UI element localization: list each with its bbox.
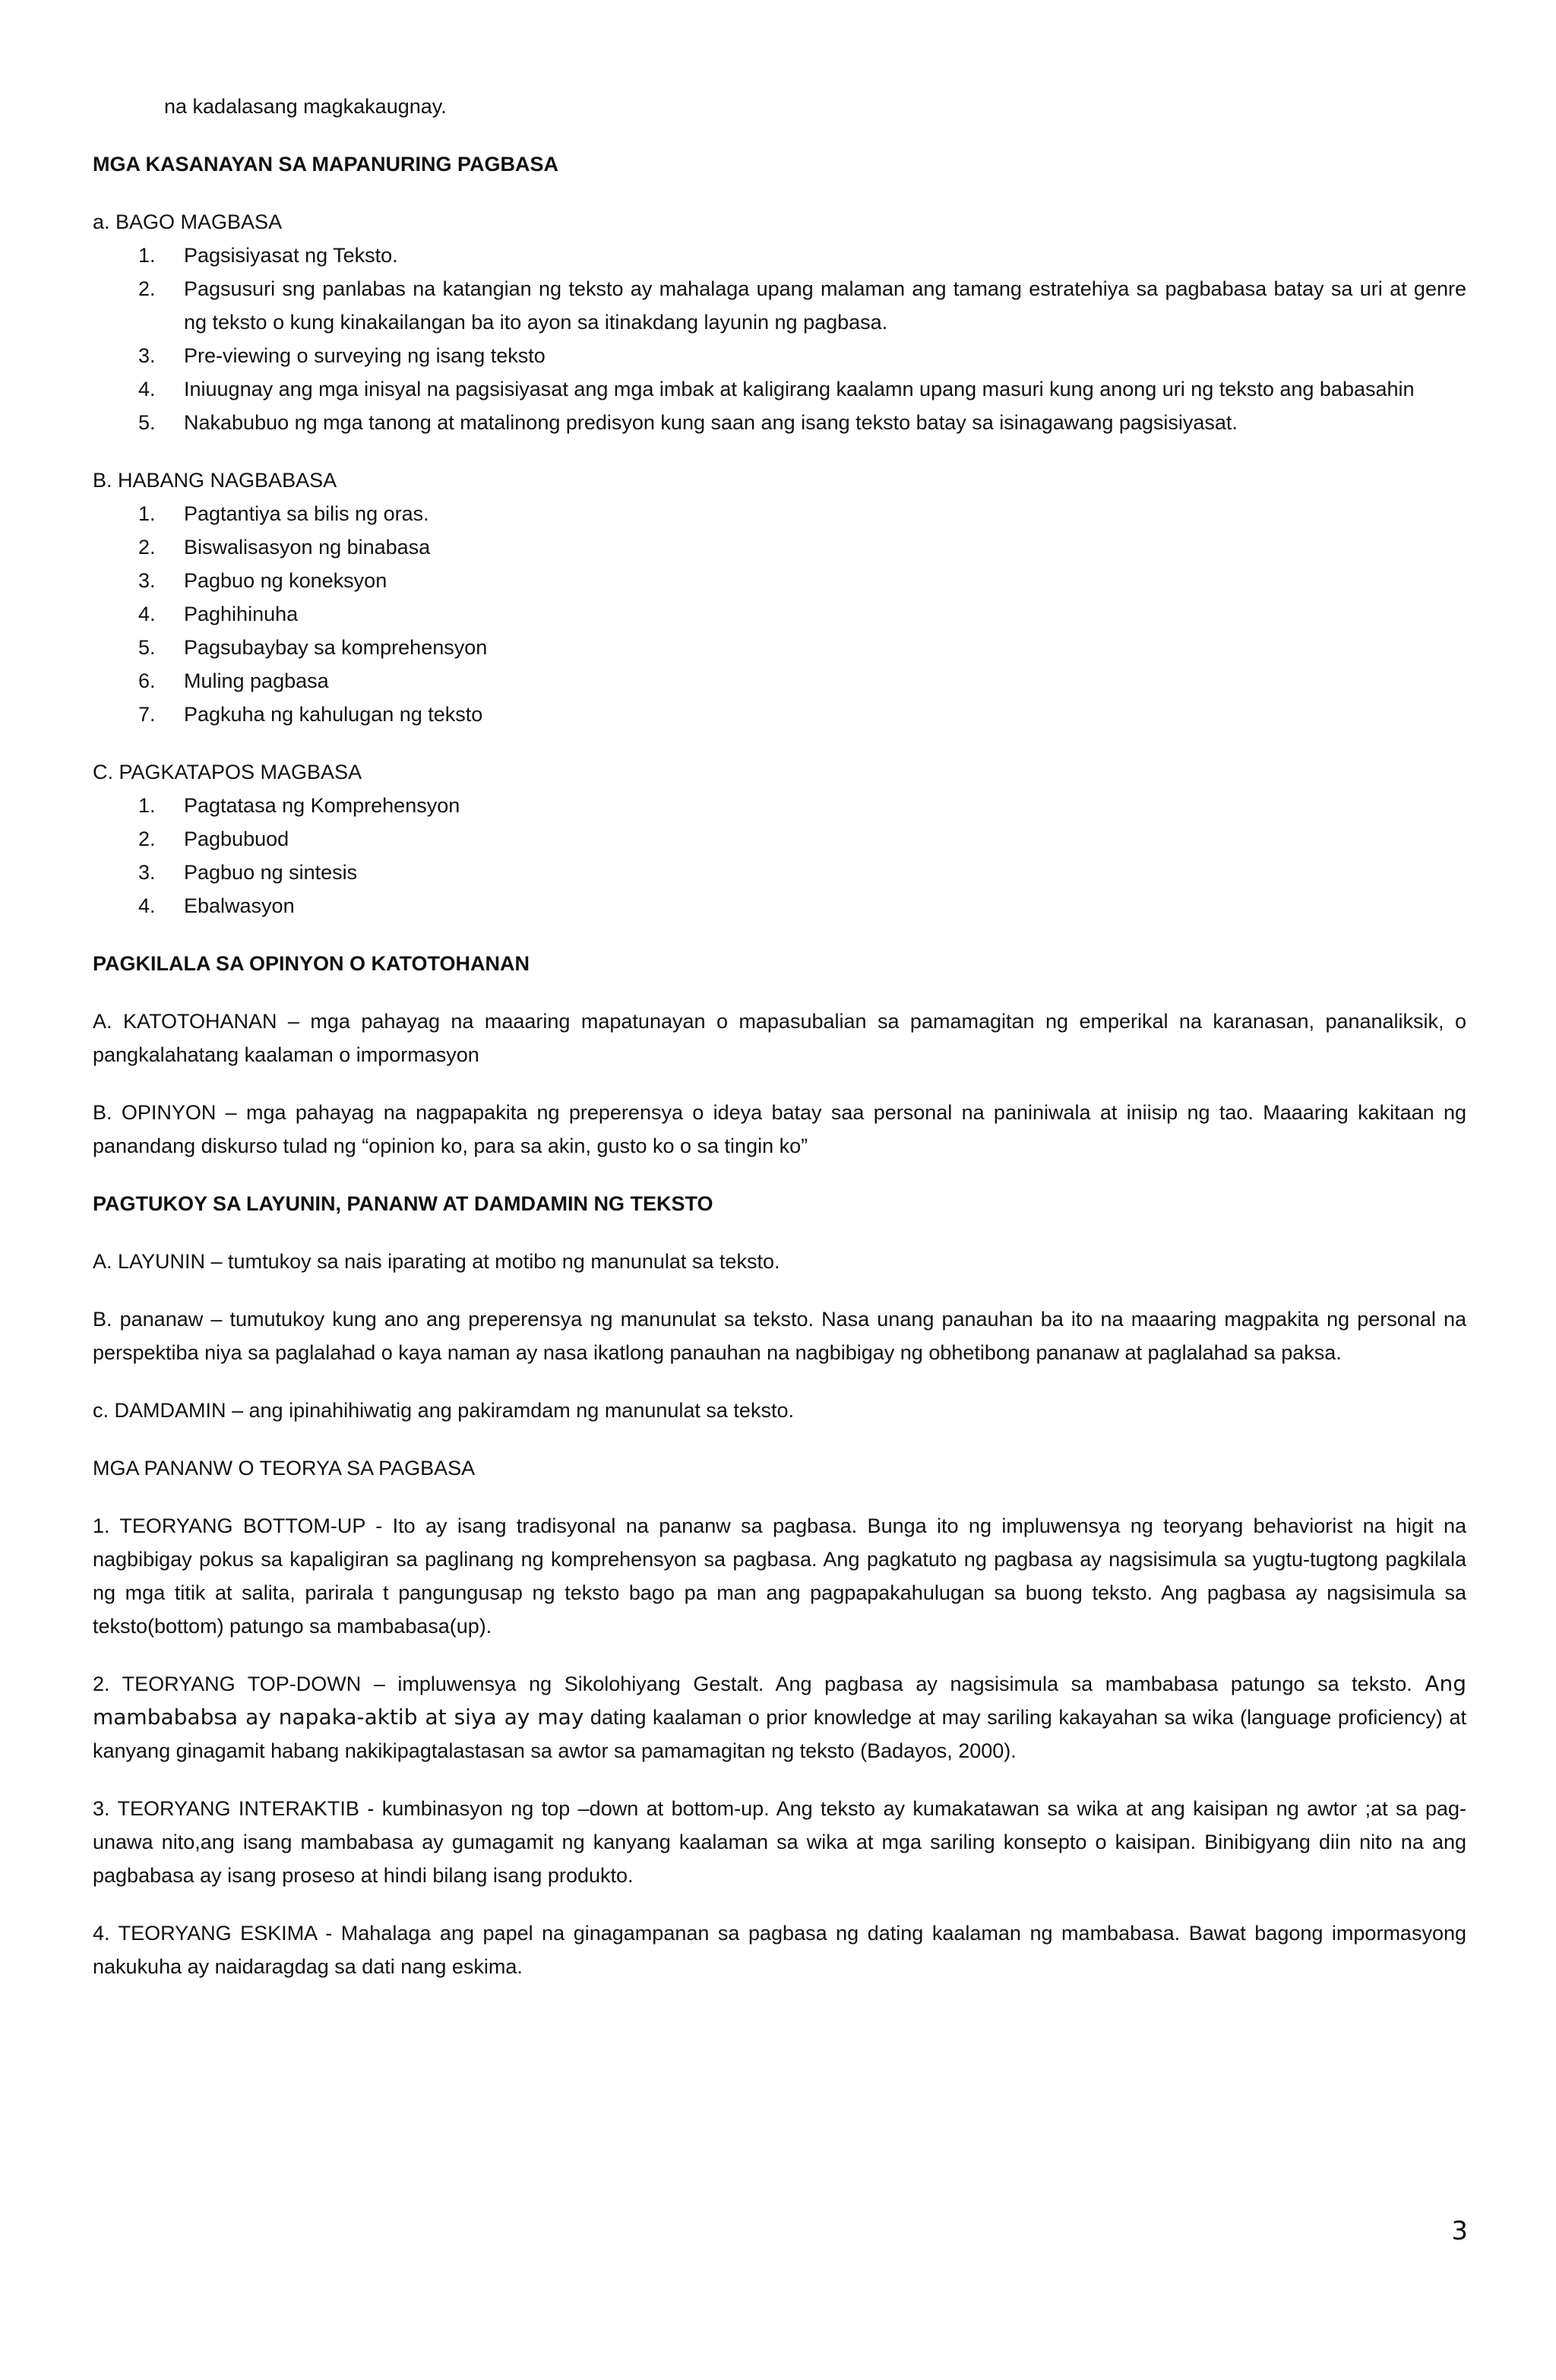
list-item: 4. Iniuugnay ang mga inisyal na pagsisiyasat ang mga imbak at kaligirang kaalamn upang masuri kung anong uri ng teksto ang babasahin (138, 378, 1415, 400)
subheading-pagkatapos-magbasa: C. PAGKATAPOS MAGBASA (93, 761, 362, 783)
section-title-layunin-pananaw: PAGTUKOY SA LAYUNIN, PANANW AT DAMDAMIN NG TEKSTO (93, 1192, 713, 1215)
paragraph-teoryang-eskima: 4. TEORYANG ESKIMA - Mahalaga ang papel na ginagampanan sa pagbasa ng dating kaalaman ng mambabasa. Bawat bagong impormasyong nakukuha ay naidaragdag sa dati nang eskima. (93, 1922, 1466, 1978)
section-title-opinyon-katotohanan: PAGKILALA SA OPINYON O KATOTOHANAN (93, 952, 530, 975)
list-item: 2. Biswalisasyon ng binabasa (138, 536, 431, 559)
list-item: 1. Pagtatasa ng Komprehensyon (138, 794, 460, 817)
list-item: 4. Paghihinuha (138, 603, 299, 625)
paragraph-teoryang-bottom-up: 1. TEORYANG BOTTOM-UP - Ito ay isang tradisyonal na pananw sa pagbasa. Bunga ito ng impluwensya ng teoryang behaviorist na higit na nagbibigay pokus sa kapaligiran sa paglinang ng komprehensyon sa pagbasa. Ang pagkatuto ng pagbasa ay nagsisimula sa yugtu-tugtong pagkilala ng mga titik at salita, parirala t pangungusap ng teksto bago pa man ang pagpapakahulugan sa buong teksto. Ang pagbasa ay nagsisimula sa teksto(bottom) patungo sa mambabasa(up). (93, 1514, 1466, 1638)
list-item: 5. Pagsubaybay sa komprehensyon (138, 636, 488, 659)
list-habang-nagbabasa (93, 497, 1466, 731)
paragraph-pananaw: B. pananaw – tumutukoy kung ano ang preperensya ng manunulat sa teksto. Nasa unang panauhan ba ito na maaaring magpakita ng personal na perspektiba niya sa paglalahad o kaya naman ay nasa ikatlong panauhan na nagbibigay ng obhetibong pananaw at paglalahad sa paksa. (93, 1308, 1466, 1364)
top-down-text-b: Ang mambababsa ay napaka-aktib at siya ay may (93, 1671, 1466, 1730)
list-item: 6. Muling pagbasa (138, 669, 329, 692)
paragraph-teoryang-top-down (93, 1667, 1466, 1768)
list-item: 3. Pre-viewing o surveying ng isang teksto (138, 344, 546, 367)
paragraph-opinyon: B. OPINYON – mga pahayag na nagpapakita ng preperensya o ideya batay saa personal na paniniwala at iniisip ng tao. Maaaring kakitaan ng panandang diskurso tulad ng “opinion ko, para sa akin, gusto ko o sa tingin ko” (93, 1101, 1466, 1157)
list-item: 3. Pagbuo ng koneksyon (138, 569, 387, 592)
section-title-teorya: MGA PANANW O TEORYA SA PAGBASA (93, 1457, 476, 1480)
paragraph-katotohanan: A. KATOTOHANAN – mga pahayag na maaaring mapatunayan o mapasubalian sa pamamagitan ng emperikal na karanasan, pananaliksik, o pangkalahatang kaalaman o impormasyon (93, 1010, 1466, 1066)
top-down-text-c: dating kaalaman o prior knowledge at may sariling kakayahan sa wika (language proficiency) at kanyang ginagamit habang nakikipagtalastasan sa awtor sa pamamagitan ng teksto (Badayos, 2000). (93, 1706, 1466, 1762)
paragraph-damdamin: c. DAMDAMIN – ang ipinahihiwatig ang pakiramdam ng manunulat sa teksto. (93, 1399, 794, 1422)
subheading-bago-magbasa: a. BAGO MAGBASA (93, 210, 283, 233)
list-item: 5. Nakabubuo ng mga tanong at matalinong predisyon kung saan ang isang teksto batay sa isinagawang pagsisiyasat. (138, 411, 1238, 434)
paragraph-teoryang-interaktib: 3. TEORYANG INTERAKTIB - kumbinasyon ng top –down at bottom-up. Ang teksto ay kumakatawan sa wika at ang kaisipan ng awtor ;at sa pag-unawa nito,ang isang mambabasa ay gumagamit ng kanyang kaalaman sa wika at mga sariling konsepto o kaisipan. Binibigyang diin nito na ang pagbabasa ay isang proseso at hindi bilang isang produkto. (93, 1797, 1466, 1887)
top-down-text-a: 2. TEORYANG TOP-DOWN – impluwensya ng Sikolohiyang Gestalt. Ang pagbasa ay nagsisimula sa mambabasa patungo sa teksto. (93, 1673, 1412, 1695)
intro-continuation: na kadalasang magkakaugnay. (164, 95, 447, 118)
list-pagkatapos-magbasa (93, 789, 1466, 923)
list-item: 2. Pagsusuri sng panlabas na katangian ng teksto ay mahalaga upang malaman ang tamang estratehiya sa pagbabasa batay sa uri at genre ng teksto o kung kinakailangan ba ito ayon sa itinakdang layunin ng pagbasa. (138, 277, 1466, 334)
list-item: 2. Pagbubuod (138, 828, 289, 850)
list-bago-magbasa (93, 239, 1466, 439)
list-item: 7. Pagkuha ng kahulugan ng teksto (138, 703, 483, 726)
list-item: 1. Pagtantiya sa bilis ng oras. (138, 502, 429, 525)
subheading-habang-nagbabasa: B. HABANG NAGBABASA (93, 469, 337, 492)
list-item: 1. Pagsisiyasat ng Teksto. (138, 244, 398, 267)
paragraph-layunin: A. LAYUNIN – tumtukoy sa nais iparating at motibo ng manunulat sa teksto. (93, 1250, 780, 1273)
list-item: 4. Ebalwasyon (138, 894, 295, 917)
section-title-kasanayan: MGA KASANAYAN SA MAPANURING PAGBASA (93, 153, 559, 176)
list-item: 3. Pagbuo ng sintesis (138, 861, 358, 884)
page-number: 3 (1451, 2216, 1468, 2246)
